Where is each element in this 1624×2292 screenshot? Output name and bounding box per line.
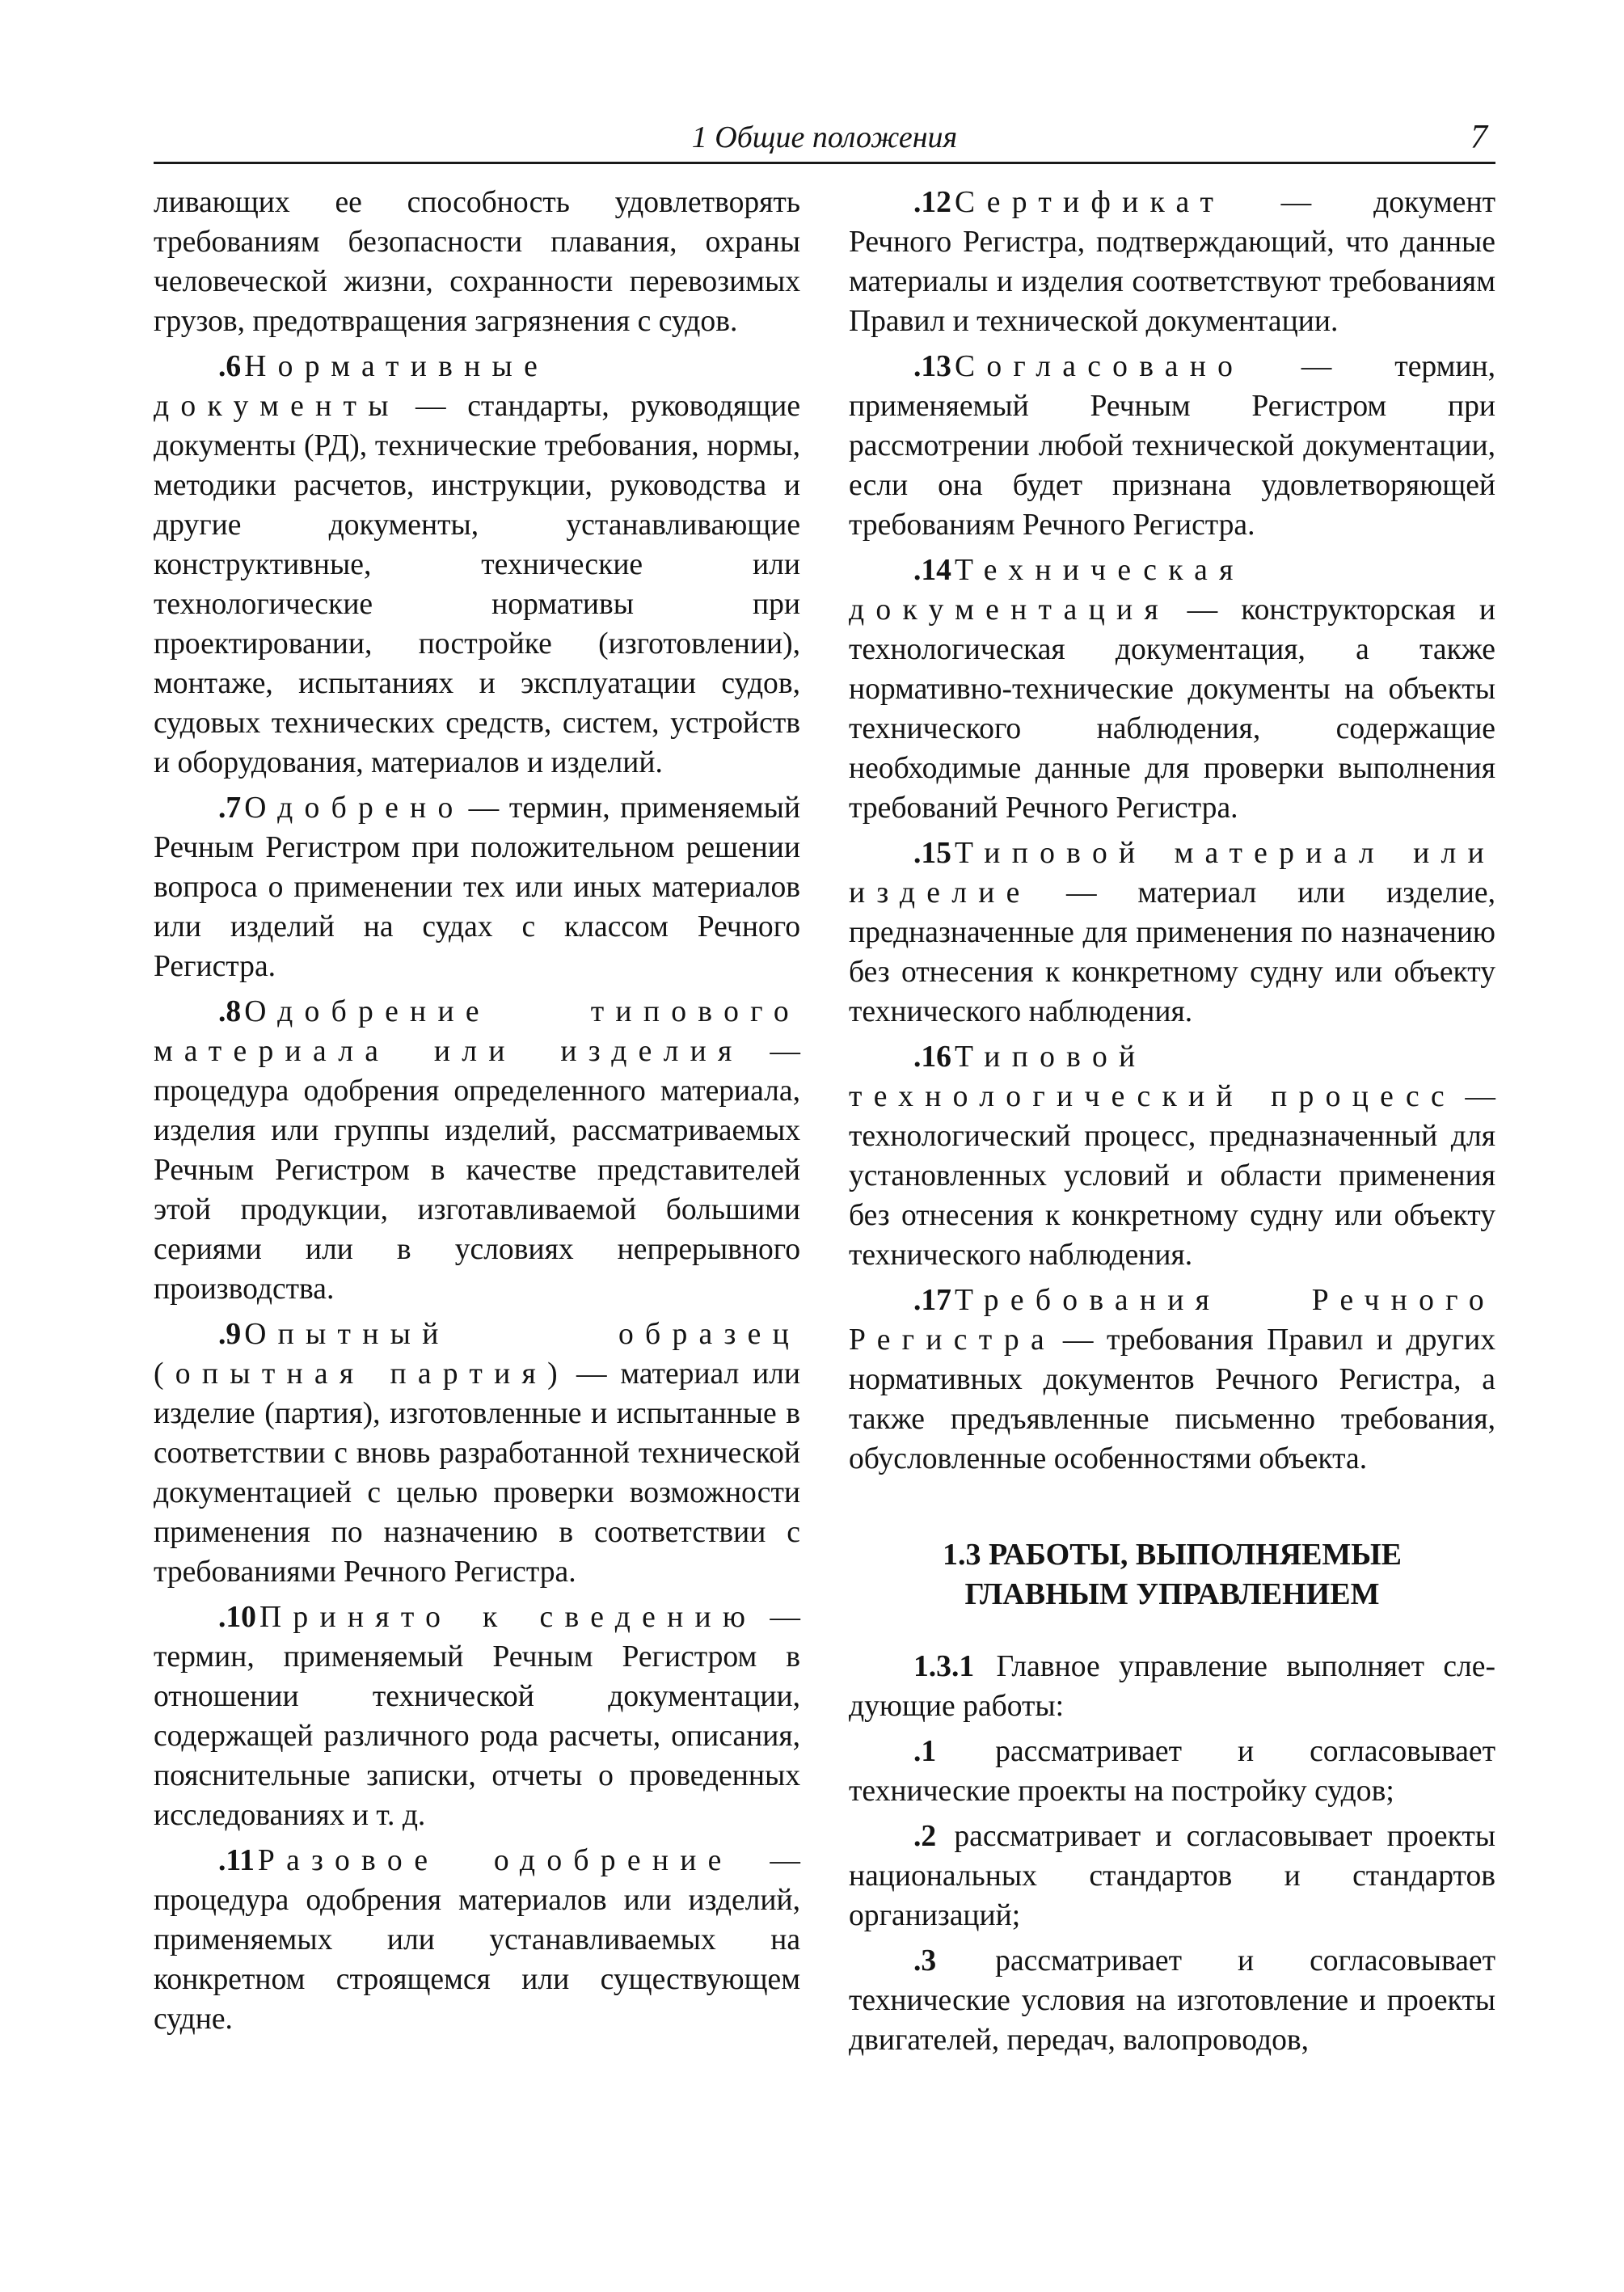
item-term: Нормативные документы <box>154 350 550 423</box>
item-number: .11 <box>218 1844 255 1877</box>
item-text: рассматривает и согласовывает проекты национальных стандартов и стандартов организаций; <box>849 1820 1495 1932</box>
item-text: — термин, применяемый Речным Регистром в отношении технической документации, содержащей различного рода расчеты, описания, пояснительные записки, отчеты о проведенных исследованиях и т. д. <box>154 1601 800 1832</box>
right-column <box>849 183 1495 2066</box>
item-number: .9 <box>218 1318 242 1351</box>
item-term: Принято к сведению <box>259 1601 757 1634</box>
item-number: .1 <box>913 1735 937 1768</box>
item-number: .14 <box>913 554 951 587</box>
page-header <box>154 112 1495 164</box>
item-number: .8 <box>218 995 242 1028</box>
item-number: .12 <box>913 186 951 219</box>
item-text: — документ Речного Регистра, подтверждающий, что данные материалы и изделия соответствуют требованиям Правил и технической документации. <box>849 186 1495 338</box>
item-text: — материал или изделие (партия), изготовленные и испытанные в соответствии с вновь разработанной технической документацией с целью проверки возможности применения по назначению в соответствии с требованиями Речного Регистра. <box>154 1357 800 1589</box>
item-number: .17 <box>913 1284 951 1317</box>
item-text: — материал или изделие, предназначенные для применения по назначению без отнесения к конкретному судну или объекту технического наблюдения. <box>849 876 1495 1028</box>
item-text: — процедура одобрения материалов или изделий, применяемых или устанавливаемых на конкретном строящемся или существующем судне. <box>154 1844 800 2036</box>
definition-item <box>154 992 800 1309</box>
work-item <box>849 1817 1495 1935</box>
item-term: Техническая документация <box>849 554 1245 627</box>
item-term: Согласовано <box>954 350 1245 383</box>
work-item <box>849 1732 1495 1811</box>
work-item <box>849 1941 1495 2060</box>
definition-item <box>849 551 1495 828</box>
item-number: .10 <box>218 1601 256 1634</box>
item-number: .7 <box>218 791 242 825</box>
left-column <box>154 183 800 2045</box>
definition-item <box>849 1037 1495 1275</box>
running-title: 1 Общие положения <box>691 120 958 154</box>
definition-item <box>154 1841 800 2039</box>
item-number: .16 <box>913 1040 951 1074</box>
definition-item <box>849 834 1495 1032</box>
item-text: — требования Правил и других нормативных документов Речного Регистра, а также предъявленные письменно требования, обусловленные особенностями объекта. <box>849 1323 1495 1475</box>
page-number: 7 <box>1470 119 1487 156</box>
section-heading-line: 1.3 РАБОТЫ, ВЫПОЛНЯЕМЫЕ <box>943 1538 1402 1572</box>
definition-item <box>154 1315 800 1592</box>
item-term: Сертификат <box>954 186 1225 219</box>
item-text: — термин, применяемый Речным Регистром при положительном решении вопроса о применении тех или иных материалов или изделий на судах с классом Речного Регистра. <box>154 791 800 983</box>
item-number: .15 <box>913 837 951 870</box>
section-heading <box>849 1535 1495 1615</box>
clause-text: Главное управление выполняет сле-дующие работы: <box>849 1650 1495 1723</box>
item-text: рассматривает и согласовывает технические условия на изготовление и проекты двигателей, передач, валопроводов, <box>849 1944 1495 2057</box>
clause-number: 1.3.1 <box>913 1650 975 1683</box>
item-term: Типовой материал или изделие <box>849 837 1495 910</box>
item-text: — процедура одобрения определенного материала, изделия или группы изделий, рассматриваемых Речным Регистром в качестве представителей этой продукции, изготавливаемой большими сериями или в условиях непрерывного производства. <box>154 1035 800 1306</box>
item-text: — стандарты, руководящие документы (РД), технические требования, нормы, методики расчетов, инструкции, руководства и другие документы, устанавливающие конструктивные, технические или технологические нормативы при проектировании, постройке (изготовлении), монтаже, испытаниях и эксплуатации судов, судовых технических средств, систем, устройств и оборудования, материалов и изделий. <box>154 390 800 779</box>
item-term: Требования Речного Регистра <box>849 1284 1495 1357</box>
item-term: Разовое одобрение <box>257 1844 733 1877</box>
definition-item <box>849 183 1495 341</box>
item-number: .2 <box>913 1820 937 1853</box>
definition-item <box>154 1598 800 1835</box>
definition-item <box>849 347 1495 545</box>
item-text: — технологический процесс, предназначенный для установленных условий и области применения без отнесения к конкретному судну или объекту технического наблюдения. <box>849 1080 1495 1272</box>
item-term: Одобрено <box>244 791 465 825</box>
section-heading-line: ГЛАВНЫМ УПРАВЛЕНИЕМ <box>964 1577 1380 1611</box>
item-text: рассматривает и согласовывает технические проекты на постройку судов; <box>849 1735 1495 1808</box>
item-text: — конструкторская и технологическая документация, а также нормативно-технические документы на объекты технического наблюдения, содержащие необходимые данные для проверки выполнения требований Речного Регистра. <box>849 593 1495 825</box>
item-term: Одобрение типового материала или изделия <box>154 995 800 1068</box>
item-text: — термин, применяемый Речным Регистром при рассмотрении любой технической документации, если она будет признана удовлетворяющей требованиям Речного Регистра. <box>849 350 1495 542</box>
item-number: .13 <box>913 350 951 383</box>
item-number: .3 <box>913 1944 937 1978</box>
continuation-paragraph: ливающих ее способность удовлетворять требованиям безопасности плавания, охраны человеческой жизни, сохранности перевозимых грузов, предотвращения загрязнения с судов. <box>154 186 800 338</box>
item-term: Опытный образец (опытная партия) <box>154 1318 800 1391</box>
section-lead-paragraph <box>849 1647 1495 1726</box>
item-term: Типовой технологический процесс <box>849 1040 1456 1113</box>
definition-item <box>154 347 800 783</box>
definition-item <box>849 1281 1495 1479</box>
item-number: .6 <box>218 350 242 383</box>
definition-item <box>154 788 800 986</box>
